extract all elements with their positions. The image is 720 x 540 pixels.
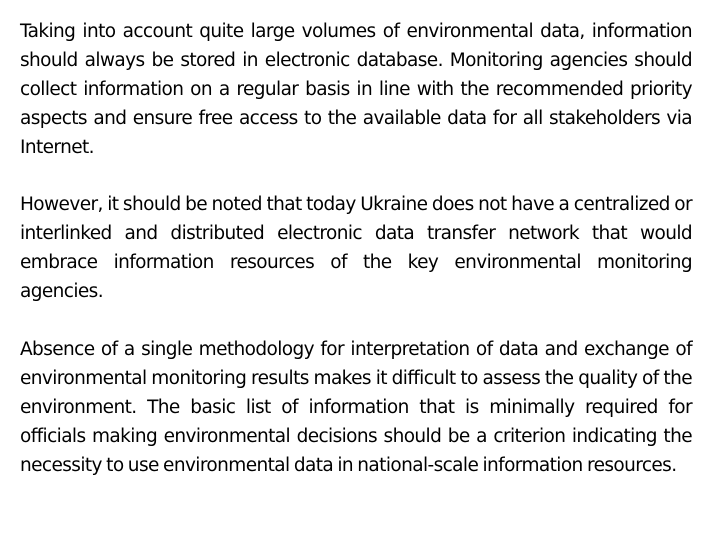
paragraph-data-storage: Taking into account quite large volumes of environmental data, information should always be stored in electronic database. Monitoring agencies should collect information on a regular basis in line with the recommended priority aspects and ensure free access to the available data for all stakeholders via Internet. bbox=[20, 21, 692, 158]
document-body bbox=[20, 18, 692, 480]
paragraph-methodology: Absence of a single methodology for interpretation of data and exchange of environmental monitoring results makes it difficult to assess the quality of the environment. The basic list of information that is minimally required for officials making environmental decisions should be a criterion indicating the necessity to use environmental data in national-scale information resources. bbox=[20, 338, 692, 476]
paragraph-data-network: However, it should be noted that today Ukraine does not have a centralized or interlinked and distributed electronic data transfer network that would embrace information resources of the key environmental monitoring agencies. bbox=[20, 194, 692, 303]
